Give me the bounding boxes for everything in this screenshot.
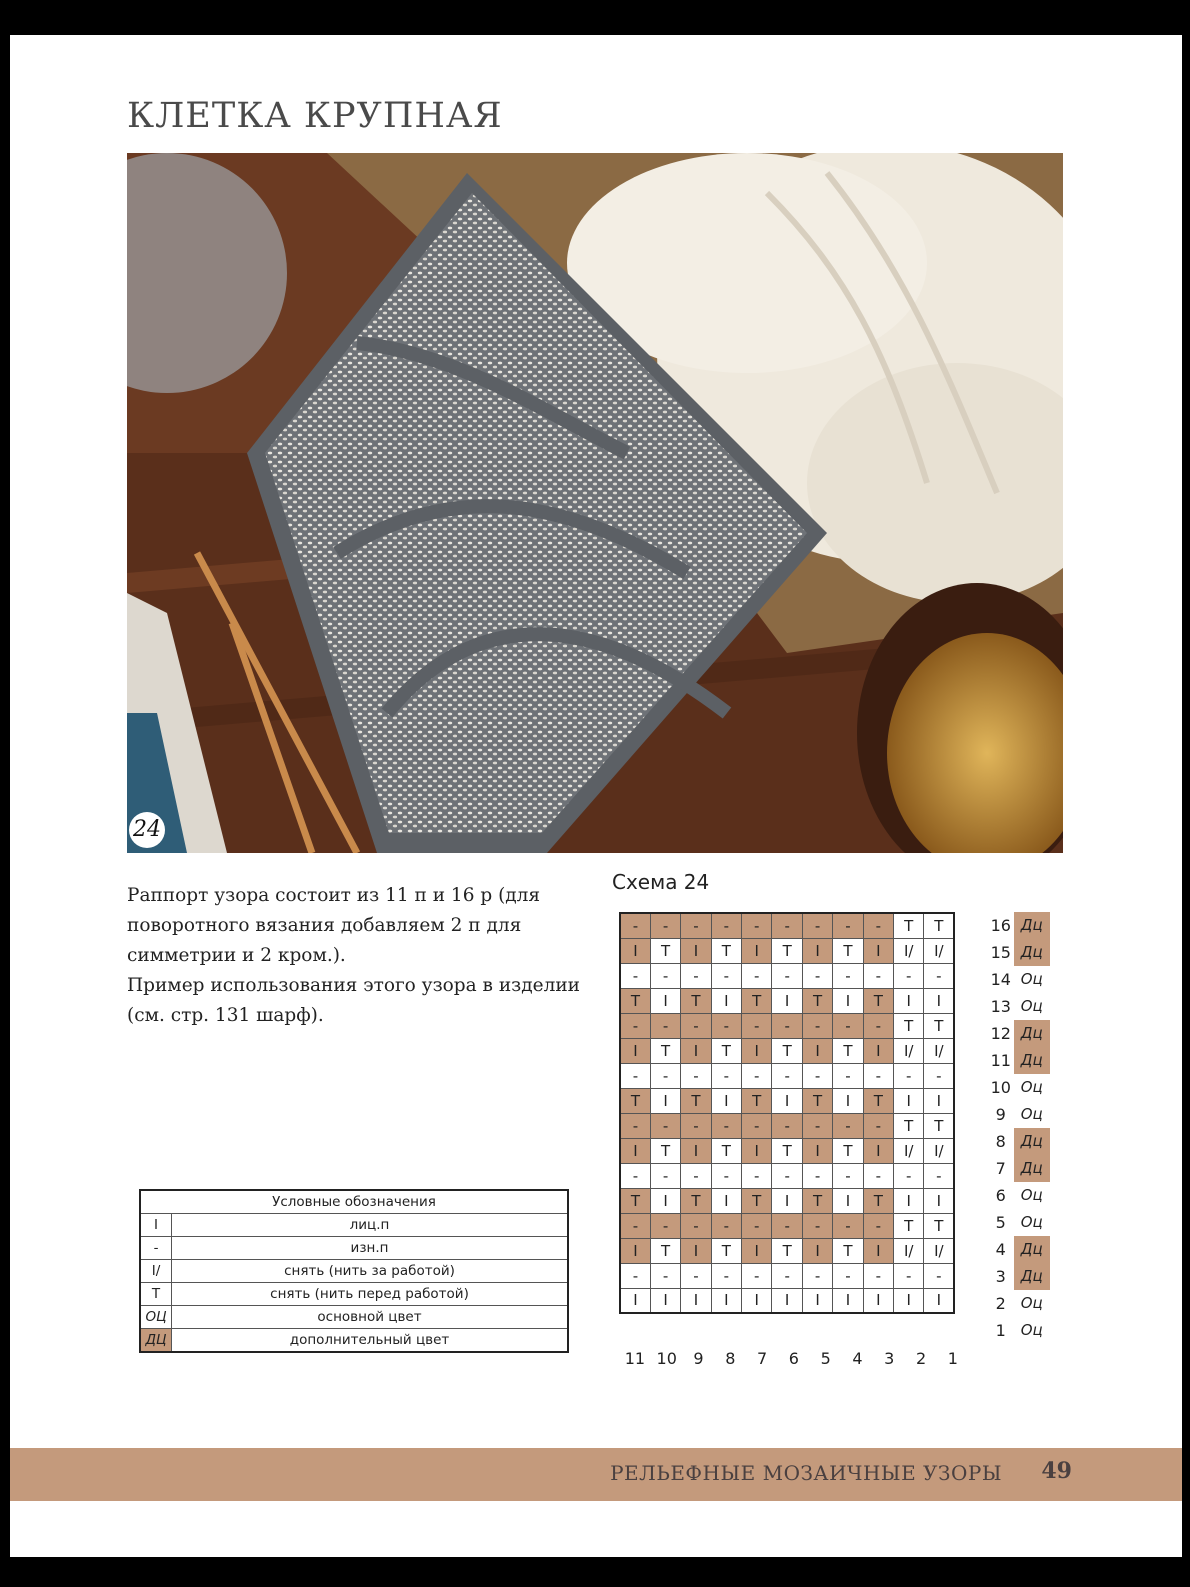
column-number: 7 — [756, 1349, 768, 1368]
chart-cell: - — [620, 1113, 650, 1138]
chart-cell: - — [711, 1213, 741, 1238]
chart-cell: I/ — [924, 1038, 954, 1063]
chart-row — [620, 913, 954, 938]
chart-cell: Т — [924, 1113, 954, 1138]
chart-cell: I — [863, 938, 893, 963]
chart-cell: - — [833, 1013, 863, 1038]
chart-cell: - — [772, 1113, 802, 1138]
column-number: 4 — [852, 1349, 863, 1368]
chart-cell: - — [742, 1263, 772, 1288]
row-color-label: Дц — [1014, 1236, 1050, 1263]
chart-cell: I — [802, 1238, 832, 1263]
row-color-label: Дц — [1014, 1020, 1050, 1047]
chart-row-label — [988, 1020, 1050, 1047]
row-color-label: Дц — [1014, 1155, 1050, 1182]
chart-cell: - — [742, 913, 772, 938]
chart-cell: I — [772, 988, 802, 1013]
chart-cell: I — [894, 1088, 924, 1113]
chart-row — [620, 1263, 954, 1288]
chart-cell: Т — [924, 913, 954, 938]
chart-cell: - — [833, 1263, 863, 1288]
chart-cell: - — [681, 1063, 711, 1088]
chart-cell: I — [711, 988, 741, 1013]
chart-cell: Т — [711, 1038, 741, 1063]
chart-cell: Т — [650, 1238, 680, 1263]
legend-symbol: - — [140, 1237, 172, 1260]
chart-cell: - — [924, 1263, 954, 1288]
chart-cell: Т — [650, 938, 680, 963]
chart-cell: I — [681, 938, 711, 963]
chart-row-label — [988, 939, 1050, 966]
row-number: 11 — [990, 1051, 1011, 1070]
chart-row — [620, 1113, 954, 1138]
chart-cell: Т — [863, 1088, 893, 1113]
chart-cell: - — [772, 963, 802, 988]
chart-cell: I — [620, 938, 650, 963]
chart-cell: Т — [772, 938, 802, 963]
chart-row — [620, 988, 954, 1013]
chart-cell: I — [924, 1288, 954, 1313]
chart-cell: I — [650, 988, 680, 1013]
row-number: 9 — [995, 1105, 1006, 1124]
chart-cell: Т — [802, 1088, 832, 1113]
row-number: 16 — [990, 916, 1011, 935]
chart-cell: - — [681, 1113, 711, 1138]
description-paragraph: Раппорт узора состоит из 11 п и 16 р (для поворотного вязания добавляем 2 п для симметрии и 2 кром.). — [127, 885, 541, 966]
chart-cell: Т — [681, 988, 711, 1013]
chart-row — [620, 1038, 954, 1063]
chart-cell: Т — [711, 1138, 741, 1163]
chart-cell: I — [711, 1288, 741, 1313]
chart-row — [620, 1013, 954, 1038]
column-number: 8 — [725, 1349, 736, 1368]
row-color-label: Дц — [1014, 1263, 1050, 1290]
chart-cell: - — [833, 1063, 863, 1088]
chart-row — [620, 1063, 954, 1088]
chart-cell: - — [681, 1163, 711, 1188]
chart-cell: - — [863, 1113, 893, 1138]
photo-number-badge: 24 — [129, 812, 165, 848]
chart-cell: - — [620, 913, 650, 938]
row-color-label: Оц — [1020, 1294, 1043, 1312]
chart-cell: - — [650, 1213, 680, 1238]
chart-cell: Т — [620, 1188, 650, 1213]
chart-column-numbers — [619, 1349, 969, 1368]
chart-cell: - — [742, 963, 772, 988]
row-number: 5 — [995, 1213, 1006, 1232]
chart-cell: Т — [802, 1188, 832, 1213]
chart-cell: I — [894, 988, 924, 1013]
chart-cell: - — [620, 1213, 650, 1238]
chart-cell: - — [894, 1263, 924, 1288]
row-color-label: Дц — [1014, 939, 1050, 966]
chart-cell: I — [833, 1088, 863, 1113]
chart-cell: Т — [650, 1138, 680, 1163]
chart-cell: I — [863, 1288, 893, 1313]
chart-row — [620, 1163, 954, 1188]
legend-meaning: основной цвет — [172, 1306, 569, 1329]
chart-cell: Т — [620, 988, 650, 1013]
column-number: 2 — [915, 1349, 927, 1368]
chart-cell: - — [863, 963, 893, 988]
chart-cell: - — [650, 963, 680, 988]
row-number: 1 — [995, 1321, 1006, 1340]
knitting-photo — [127, 153, 1063, 853]
chart-cell: Т — [833, 1238, 863, 1263]
description-paragraph: Пример использования этого узора в изделии (см. стр. 131 шарф). — [127, 975, 581, 1026]
chart-cell: - — [802, 913, 832, 938]
chart-cell: Т — [863, 1188, 893, 1213]
chart-cell: - — [620, 1163, 650, 1188]
column-number: 3 — [884, 1349, 895, 1368]
chart-cell: Т — [802, 988, 832, 1013]
chart-cell: I — [620, 1038, 650, 1063]
chart-cell: - — [863, 1263, 893, 1288]
row-number: 2 — [995, 1294, 1006, 1313]
row-color-label: Оц — [1020, 1213, 1043, 1231]
chart-cell: I — [742, 1138, 772, 1163]
chart-cell: I — [772, 1088, 802, 1113]
chart-title: Схема 24 — [612, 870, 710, 894]
chart-cell: - — [802, 1213, 832, 1238]
chart-cell: Т — [833, 1138, 863, 1163]
chart-cell: Т — [742, 1188, 772, 1213]
chart-cell: - — [681, 913, 711, 938]
chart-row-label — [988, 1155, 1050, 1182]
chart-cell: - — [894, 1163, 924, 1188]
chart-row-label — [988, 993, 1050, 1020]
legend-row — [140, 1260, 568, 1283]
knitting-chart-grid — [619, 912, 955, 1314]
chart-cell: I — [833, 988, 863, 1013]
legend-meaning: снять (нить за работой) — [172, 1260, 569, 1283]
legend-title: Условные обозначения — [140, 1190, 568, 1214]
chart-cell: I — [620, 1288, 650, 1313]
row-number: 8 — [995, 1132, 1006, 1151]
chart-cell: I/ — [924, 1238, 954, 1263]
chart-cell: I — [681, 1138, 711, 1163]
knitting-photo-illustration — [127, 153, 1063, 853]
chart-cell: Т — [742, 988, 772, 1013]
chart-cell: - — [620, 1063, 650, 1088]
column-number: 1 — [947, 1349, 958, 1368]
chart-cell: Т — [711, 1238, 741, 1263]
chart-cell: - — [650, 1063, 680, 1088]
chart-cell: - — [924, 1063, 954, 1088]
chart-cell: I — [924, 1088, 954, 1113]
chart-cell: I — [894, 1288, 924, 1313]
chart-cell: I/ — [894, 1238, 924, 1263]
chart-row — [620, 1213, 954, 1238]
chart-cell: - — [833, 963, 863, 988]
chart-row-label — [988, 1236, 1050, 1263]
chart-row-label — [988, 966, 1050, 993]
chart-cell: I — [802, 1138, 832, 1163]
chart-cell: I/ — [924, 938, 954, 963]
chart-cell: I — [742, 1238, 772, 1263]
chart-cell: Т — [894, 1113, 924, 1138]
chart-cell: Т — [772, 1038, 802, 1063]
chart-cell: - — [924, 1163, 954, 1188]
column-number: 6 — [788, 1349, 799, 1368]
chart-cell: I — [894, 1188, 924, 1213]
chart-cell: - — [894, 963, 924, 988]
chart-cell: Т — [650, 1038, 680, 1063]
chart-cell: - — [742, 1213, 772, 1238]
legend-row — [140, 1329, 568, 1353]
chart-cell: I — [650, 1188, 680, 1213]
chart-cell: I — [620, 1138, 650, 1163]
chart-cell: I — [863, 1238, 893, 1263]
column-number: 10 — [656, 1349, 677, 1368]
legend-meaning: снять (нить перед работой) — [172, 1283, 569, 1306]
chart-row — [620, 1088, 954, 1113]
chart-cell: I/ — [894, 938, 924, 963]
legend-symbol: ОЦ — [140, 1306, 172, 1329]
chart-cell: - — [833, 1213, 863, 1238]
chart-row — [620, 938, 954, 963]
row-number: 13 — [990, 997, 1011, 1016]
chart-cell: - — [742, 1113, 772, 1138]
chart-cell: I — [802, 938, 832, 963]
pattern-description — [127, 881, 587, 1031]
legend-symbol: ДЦ — [140, 1329, 172, 1353]
row-color-label: Оц — [1020, 1321, 1043, 1339]
chart-cell: I — [772, 1188, 802, 1213]
row-color-label: Оц — [1020, 970, 1043, 988]
chart-cell: - — [863, 1213, 893, 1238]
chart-row-label — [988, 1209, 1050, 1236]
row-color-label: Оц — [1020, 997, 1043, 1015]
legend-symbol: Т — [140, 1283, 172, 1306]
chart-cell: I — [833, 1288, 863, 1313]
chart-cell: - — [711, 913, 741, 938]
chart-cell: I — [802, 1288, 832, 1313]
chart-cell: - — [802, 1013, 832, 1038]
chart-cell: Т — [924, 1013, 954, 1038]
row-number: 7 — [995, 1159, 1006, 1178]
chart-cell: - — [833, 913, 863, 938]
chart-cell: - — [742, 1013, 772, 1038]
row-color-label: Оц — [1020, 1105, 1043, 1123]
column-number: 9 — [693, 1349, 704, 1368]
chart-row-label — [988, 1317, 1050, 1344]
legend-table — [139, 1189, 569, 1353]
legend-row — [140, 1283, 568, 1306]
legend-row — [140, 1214, 568, 1237]
chart-cell: - — [620, 963, 650, 988]
chart-cell: Т — [681, 1188, 711, 1213]
chart-cell: Т — [894, 1013, 924, 1038]
chart-cell: - — [711, 1113, 741, 1138]
chart-cell: Т — [924, 1213, 954, 1238]
chart-cell: - — [711, 1263, 741, 1288]
chart-cell: - — [833, 1163, 863, 1188]
chart-cell: - — [833, 1113, 863, 1138]
chart-cell: - — [681, 1213, 711, 1238]
chart-cell: I — [650, 1288, 680, 1313]
chart-row-labels — [988, 912, 1050, 1344]
chart-row-label — [988, 912, 1050, 939]
chart-cell: I/ — [894, 1138, 924, 1163]
chart-cell: Т — [833, 938, 863, 963]
chart-row-label — [988, 1263, 1050, 1290]
row-number: 6 — [995, 1186, 1006, 1205]
legend-row — [140, 1306, 568, 1329]
chart-cell: I — [711, 1088, 741, 1113]
row-number: 14 — [990, 970, 1011, 989]
chart-cell: - — [863, 1013, 893, 1038]
chart-row-label — [988, 1047, 1050, 1074]
chart-row-label — [988, 1074, 1050, 1101]
column-number: 5 — [820, 1349, 831, 1368]
chart-cell: I — [681, 1288, 711, 1313]
chart-cell: I — [742, 938, 772, 963]
chart-row — [620, 1188, 954, 1213]
chart-cell: - — [650, 913, 680, 938]
chart-cell: - — [772, 1263, 802, 1288]
legend-header-row — [140, 1190, 568, 1214]
chart-cell: - — [772, 1213, 802, 1238]
chart-row-label — [988, 1290, 1050, 1317]
chart-cell: I — [924, 988, 954, 1013]
chart-cell: I — [863, 1038, 893, 1063]
legend-row — [140, 1237, 568, 1260]
chart-cell: Т — [772, 1238, 802, 1263]
chart-cell: - — [772, 1013, 802, 1038]
legend-symbol: I/ — [140, 1260, 172, 1283]
chart-cell: I/ — [894, 1038, 924, 1063]
column-number: 11 — [624, 1349, 646, 1368]
chart-cell: - — [620, 1263, 650, 1288]
chart-cell: I — [711, 1188, 741, 1213]
row-number: 15 — [990, 943, 1011, 962]
chart-cell: Т — [681, 1088, 711, 1113]
chart-cell: - — [681, 963, 711, 988]
chart-cell: - — [650, 1163, 680, 1188]
chart-cell: I — [681, 1238, 711, 1263]
page-number: 49 — [1041, 1458, 1072, 1484]
chart-cell: I — [650, 1088, 680, 1113]
chart-cell: - — [711, 1013, 741, 1038]
chart-cell: Т — [742, 1088, 772, 1113]
chart-cell: I — [833, 1188, 863, 1213]
chart-row — [620, 1288, 954, 1313]
chart-cell: - — [650, 1113, 680, 1138]
chart-cell: - — [742, 1163, 772, 1188]
chart-cell: - — [802, 963, 832, 988]
chart-row — [620, 963, 954, 988]
chart-cell: I — [802, 1038, 832, 1063]
chart-cell: I — [620, 1238, 650, 1263]
chart-row — [620, 1138, 954, 1163]
row-color-label: Оц — [1020, 1078, 1043, 1096]
chart-cell: - — [711, 1063, 741, 1088]
chart-cell: - — [711, 1163, 741, 1188]
legend-meaning: лиц.п — [172, 1214, 569, 1237]
chart-cell: Т — [772, 1138, 802, 1163]
chart-cell: - — [681, 1013, 711, 1038]
chart-cell: - — [772, 1063, 802, 1088]
chart-cell: I — [681, 1038, 711, 1063]
chart-cell: - — [681, 1263, 711, 1288]
chart-cell: - — [863, 1063, 893, 1088]
chart-cell: - — [650, 1263, 680, 1288]
legend-meaning: изн.п — [172, 1237, 569, 1260]
chart-cell: Т — [863, 988, 893, 1013]
chart-row — [620, 1238, 954, 1263]
chart-cell: Т — [620, 1088, 650, 1113]
row-color-label: Дц — [1014, 1128, 1050, 1155]
chart-row-label — [988, 1128, 1050, 1155]
chart-cell: - — [802, 1113, 832, 1138]
row-number: 12 — [990, 1024, 1011, 1043]
footer-section-title: РЕЛЬЕФНЫЕ МОЗАИЧНЫЕ УЗОРЫ — [610, 1461, 1002, 1485]
chart-cell: Т — [711, 938, 741, 963]
row-number: 4 — [995, 1240, 1006, 1259]
legend-symbol: I — [140, 1214, 172, 1237]
row-color-label: Дц — [1014, 912, 1050, 939]
chart-cell: - — [894, 1063, 924, 1088]
chart-cell: - — [650, 1013, 680, 1038]
chart-cell: - — [863, 1163, 893, 1188]
row-color-label: Дц — [1014, 1047, 1050, 1074]
chart-cell: I — [863, 1138, 893, 1163]
chart-cell: I — [742, 1038, 772, 1063]
chart-cell: I — [772, 1288, 802, 1313]
chart-row-label — [988, 1182, 1050, 1209]
chart-cell: - — [742, 1063, 772, 1088]
row-color-label: Оц — [1020, 1186, 1043, 1204]
page-title: КЛЕТКА КРУПНАЯ — [127, 96, 503, 136]
legend-meaning: дополнительный цвет — [172, 1329, 569, 1353]
chart-cell: - — [772, 913, 802, 938]
chart-cell: I — [742, 1288, 772, 1313]
chart-cell: I/ — [924, 1138, 954, 1163]
chart-cell: - — [802, 1263, 832, 1288]
chart-cell: Т — [894, 913, 924, 938]
chart-cell: - — [863, 913, 893, 938]
chart-cell: - — [802, 1163, 832, 1188]
footer-bar — [10, 1448, 1182, 1501]
chart-cell: I — [924, 1188, 954, 1213]
row-number: 10 — [990, 1078, 1011, 1097]
chart-cell: - — [802, 1063, 832, 1088]
chart-cell: - — [772, 1163, 802, 1188]
chart-cell: - — [620, 1013, 650, 1038]
chart-cell: Т — [833, 1038, 863, 1063]
chart-row-label — [988, 1101, 1050, 1128]
chart-cell: - — [711, 963, 741, 988]
chart-cell: - — [924, 963, 954, 988]
row-number: 3 — [995, 1267, 1006, 1286]
chart-cell: Т — [894, 1213, 924, 1238]
